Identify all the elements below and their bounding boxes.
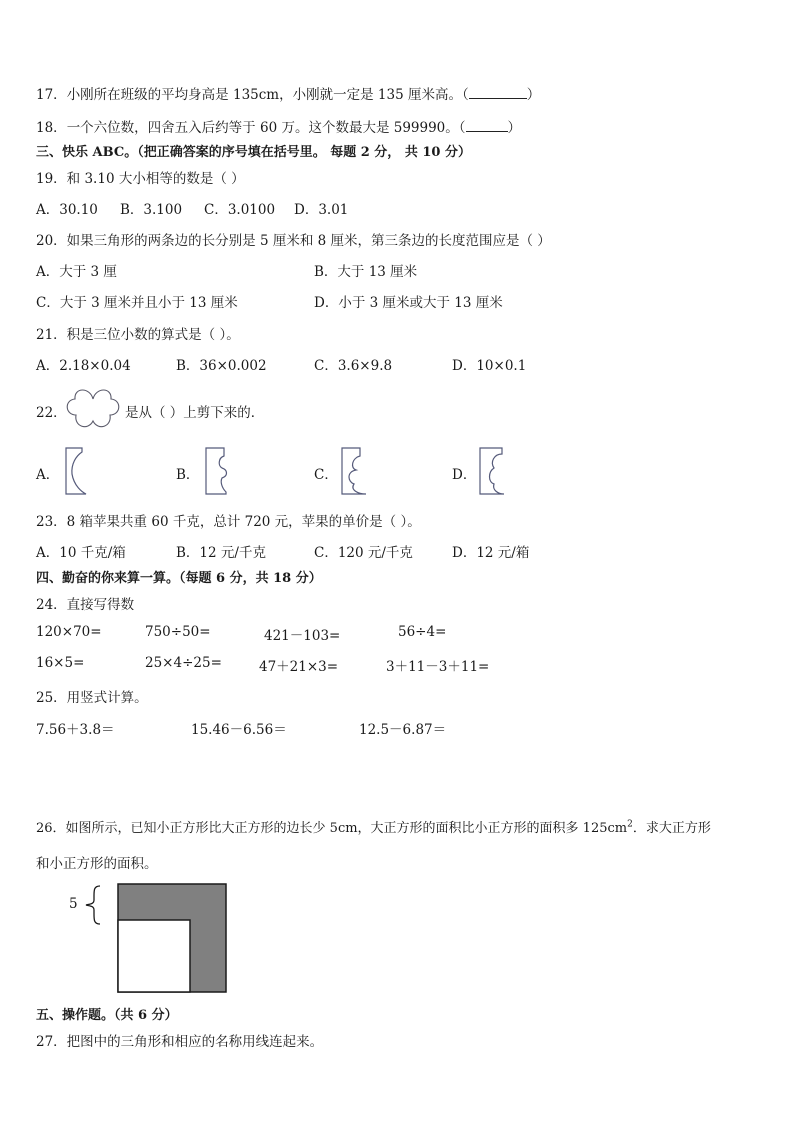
q23-option-c[interactable]: C．120 元/千克 [314, 545, 413, 561]
q19-option-a[interactable]: A．30.10 [36, 202, 98, 218]
q22-option-b[interactable]: B． [176, 467, 200, 483]
q20-option-d[interactable]: D．小于 3 厘米或大于 13 厘米 [314, 295, 503, 311]
q19-option-c[interactable]: C．3.0100 [204, 202, 276, 218]
option-b-paper-figure [204, 446, 234, 496]
question-number: 18． [36, 120, 67, 136]
q24-item: 25×4÷25= [145, 655, 222, 671]
q23-option-d[interactable]: D．12 元/箱 [452, 545, 530, 561]
question-17 [36, 83, 540, 103]
question-23-text: 23．8 箱苹果共重 60 千克，总计 720 元，苹果的单价是（ ）。 [36, 514, 421, 530]
q24-item: 16×5= [36, 655, 85, 671]
question-text: 小刚所在班级的平均身高是 135cm，小刚就一定是 135 厘米高。（ [66, 87, 469, 103]
section-4-heading: 四、勤奋的你来算一算。（每题 6 分，共 18 分） [36, 571, 322, 586]
option-c-paper-figure [340, 446, 374, 496]
question-text: 一个六位数，四舍五入后约等于 60 万。这个数最大是 599990。（ [66, 120, 466, 136]
close-paren: ） [526, 87, 541, 103]
q22-option-c[interactable]: C． [314, 467, 338, 483]
small-square [118, 920, 190, 992]
question-20-text: 20．如果三角形的两条边的长分别是 5 厘米和 8 厘米，第三条边的长度范围应是（ ） [36, 233, 551, 249]
q21-option-b[interactable]: B．36×0.002 [176, 358, 267, 374]
question-25-text: 25．用竖式计算。 [36, 690, 148, 706]
question-24-text: 24．直接写得数 [36, 597, 135, 613]
option-d-paper-figure [478, 446, 512, 496]
q25-item: 12.5－6.87＝ [359, 722, 447, 738]
q24-item: 750÷50= [145, 624, 211, 640]
q20-option-a[interactable]: A．大于 3 厘 [36, 264, 117, 280]
q20-option-b[interactable]: B．大于 13 厘米 [314, 264, 418, 280]
question-27-text: 27．把图中的三角形和相应的名称用线连起来。 [36, 1034, 324, 1050]
answer-blank[interactable] [469, 84, 527, 99]
question-26-text [36, 817, 711, 836]
question-26-text-part2: ．求大正方形 [632, 821, 711, 836]
q21-option-c[interactable]: C．3.6×9.8 [314, 358, 393, 374]
figure-label-5: 5 [69, 896, 78, 912]
q22-option-d[interactable]: D． [452, 467, 477, 483]
q19-option-d[interactable]: D．3.01 [294, 202, 349, 218]
question-19-text: 19．和 3.10 大小相等的数是（ ） [36, 171, 245, 187]
question-22-number: 22． [36, 405, 67, 421]
squares-figure [80, 882, 230, 994]
question-26-text-line2: 和小正方形的面积。 [36, 856, 158, 872]
q21-option-a[interactable]: A．2.18×0.04 [36, 358, 131, 374]
q22-option-a[interactable]: A． [36, 467, 60, 483]
q24-item: 120×70= [36, 624, 102, 640]
section-5-heading: 五、操作题。（共 6 分） [36, 1008, 178, 1023]
close-paren: ） [507, 120, 522, 136]
q25-item: 15.46－6.56＝ [191, 722, 287, 738]
superscript-2: 2 [627, 819, 633, 830]
q23-option-a[interactable]: A．10 千克/箱 [36, 545, 126, 561]
q24-item: 56÷4= [398, 624, 447, 640]
question-22-text: 是从（ ）上剪下来的． [125, 405, 265, 421]
question-26-text-part1: 26．如图所示，已知小正方形比大正方形的边长少 5cm，大正方形的面积比小正方形的面积多 125cm [36, 821, 628, 836]
section-3-heading: 三、快乐 ABC。（把正确答案的序号填在括号里。 每题 2 分， 共 10 分） [36, 145, 471, 160]
q24-item: 421－103= [264, 628, 341, 644]
q20-option-c[interactable]: C．大于 3 厘米并且小于 13 厘米 [36, 295, 238, 311]
q21-option-d[interactable]: D．10×0.1 [452, 358, 527, 374]
question-number: 17． [36, 87, 67, 103]
q24-item: 3＋11－3＋11= [386, 659, 490, 675]
question-18 [36, 116, 521, 136]
answer-blank[interactable] [466, 117, 508, 132]
q23-option-b[interactable]: B．12 元/千克 [176, 545, 266, 561]
q25-item: 7.56＋3.8＝ [36, 722, 115, 738]
question-21-text: 21．积是三位小数的算式是（ ）。 [36, 327, 240, 343]
option-a-paper-figure [64, 446, 94, 496]
q19-option-b[interactable]: B．3.100 [120, 202, 183, 218]
cloud-shape-figure [66, 385, 122, 435]
q24-item: 47＋21×3= [259, 659, 339, 675]
brace-icon [86, 886, 100, 924]
